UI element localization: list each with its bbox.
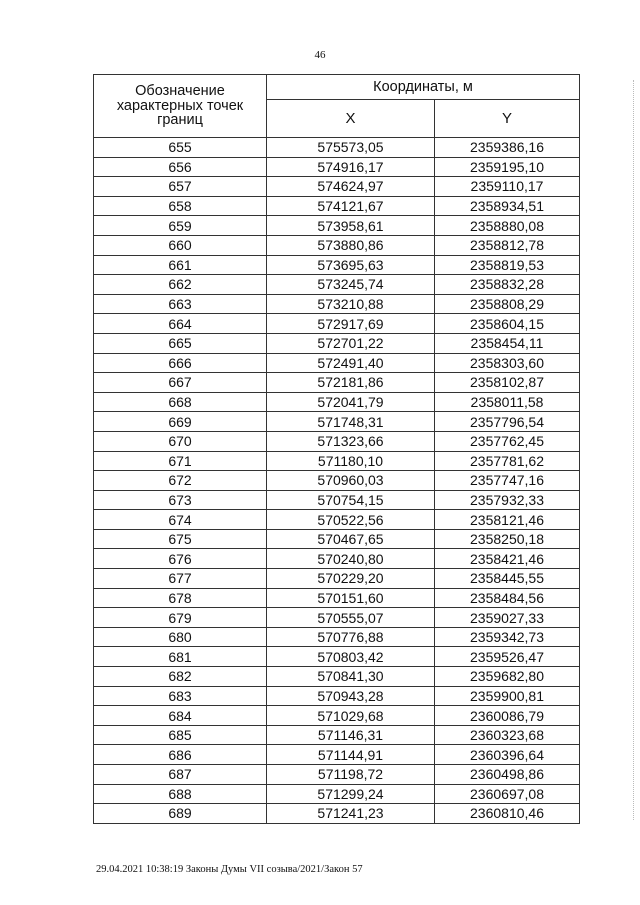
x-cell: 574624,97 [267, 177, 435, 197]
table-row [94, 294, 580, 314]
table-row [94, 745, 580, 765]
y-cell: 2358812,78 [435, 235, 580, 255]
table-row [94, 451, 580, 471]
x-cell: 573245,74 [267, 275, 435, 295]
y-cell: 2358484,56 [435, 588, 580, 608]
x-cell: 571029,68 [267, 706, 435, 726]
table-row [94, 529, 580, 549]
table-row [94, 353, 580, 373]
table-row [94, 471, 580, 491]
header-y: Y [435, 100, 580, 138]
x-cell: 571323,66 [267, 431, 435, 451]
x-cell: 570803,42 [267, 647, 435, 667]
table-row [94, 510, 580, 530]
x-cell: 570229,20 [267, 569, 435, 589]
y-cell: 2357796,54 [435, 412, 580, 432]
x-cell: 573880,86 [267, 235, 435, 255]
point-cell: 657 [94, 177, 267, 197]
point-cell: 677 [94, 569, 267, 589]
x-cell: 570522,56 [267, 510, 435, 530]
point-cell: 666 [94, 353, 267, 373]
header-x: X [267, 100, 435, 138]
point-cell: 678 [94, 588, 267, 608]
y-cell: 2357747,16 [435, 471, 580, 491]
table-row [94, 549, 580, 569]
y-cell: 2359386,16 [435, 138, 580, 158]
point-cell: 672 [94, 471, 267, 491]
table-row [94, 255, 580, 275]
y-cell: 2358832,28 [435, 275, 580, 295]
footer-stamp: 29.04.2021 10:38:19 Законы Думы VII созыва/2021/Закон 57 [96, 864, 363, 875]
y-cell: 2360498,86 [435, 765, 580, 785]
table-row [94, 608, 580, 628]
x-cell: 573695,63 [267, 255, 435, 275]
x-cell: 570240,80 [267, 549, 435, 569]
y-cell: 2358808,29 [435, 294, 580, 314]
y-cell: 2359682,80 [435, 667, 580, 687]
x-cell: 570960,03 [267, 471, 435, 491]
point-cell: 668 [94, 392, 267, 412]
x-cell: 575573,05 [267, 138, 435, 158]
y-cell: 2358011,58 [435, 392, 580, 412]
table-row [94, 412, 580, 432]
y-cell: 2359900,81 [435, 686, 580, 706]
table-row [94, 686, 580, 706]
x-cell: 573958,61 [267, 216, 435, 236]
point-cell: 670 [94, 431, 267, 451]
page-number: 46 [314, 49, 326, 61]
point-cell: 655 [94, 138, 267, 158]
x-cell: 570841,30 [267, 667, 435, 687]
x-cell: 571241,23 [267, 804, 435, 824]
x-cell: 570754,15 [267, 490, 435, 510]
y-cell: 2358445,55 [435, 569, 580, 589]
y-cell: 2357762,45 [435, 431, 580, 451]
table-row [94, 138, 580, 158]
table-header [94, 75, 580, 138]
point-cell: 680 [94, 627, 267, 647]
x-cell: 572041,79 [267, 392, 435, 412]
x-cell: 570151,60 [267, 588, 435, 608]
y-cell: 2359110,17 [435, 177, 580, 197]
point-cell: 656 [94, 157, 267, 177]
y-cell: 2358121,46 [435, 510, 580, 530]
x-cell: 571748,31 [267, 412, 435, 432]
x-cell: 570776,88 [267, 627, 435, 647]
y-cell: 2358454,11 [435, 333, 580, 353]
y-cell: 2359027,33 [435, 608, 580, 628]
point-cell: 662 [94, 275, 267, 295]
y-cell: 2357781,62 [435, 451, 580, 471]
table-row [94, 588, 580, 608]
y-cell: 2357932,33 [435, 490, 580, 510]
scan-margin-marks [631, 80, 634, 820]
y-cell: 2360323,68 [435, 725, 580, 745]
x-cell: 570943,28 [267, 686, 435, 706]
table-row [94, 196, 580, 216]
table-row [94, 392, 580, 412]
table-row [94, 804, 580, 824]
table-row [94, 235, 580, 255]
point-cell: 675 [94, 529, 267, 549]
y-cell: 2360396,64 [435, 745, 580, 765]
y-cell: 2359195,10 [435, 157, 580, 177]
y-cell: 2360086,79 [435, 706, 580, 726]
table-row [94, 333, 580, 353]
point-cell: 663 [94, 294, 267, 314]
y-cell: 2358250,18 [435, 529, 580, 549]
point-cell: 664 [94, 314, 267, 334]
point-cell: 660 [94, 235, 267, 255]
point-cell: 674 [94, 510, 267, 530]
point-cell: 686 [94, 745, 267, 765]
table-row [94, 490, 580, 510]
table-row [94, 784, 580, 804]
table-row [94, 216, 580, 236]
table-row [94, 157, 580, 177]
table-row [94, 627, 580, 647]
point-cell: 658 [94, 196, 267, 216]
point-cell: 685 [94, 725, 267, 745]
point-cell: 689 [94, 804, 267, 824]
table-row [94, 569, 580, 589]
y-cell: 2358604,15 [435, 314, 580, 334]
table-row [94, 314, 580, 334]
point-cell: 667 [94, 373, 267, 393]
x-cell: 571198,72 [267, 765, 435, 785]
point-cell: 673 [94, 490, 267, 510]
table-row [94, 373, 580, 393]
table-row [94, 725, 580, 745]
y-cell: 2358421,46 [435, 549, 580, 569]
point-cell: 681 [94, 647, 267, 667]
table-row [94, 177, 580, 197]
point-cell: 659 [94, 216, 267, 236]
point-cell: 688 [94, 784, 267, 804]
table-body [94, 138, 580, 824]
x-cell: 572181,86 [267, 373, 435, 393]
y-cell: 2360697,08 [435, 784, 580, 804]
table-row [94, 765, 580, 785]
table-row [94, 275, 580, 295]
coordinates-table [93, 74, 580, 824]
point-cell: 679 [94, 608, 267, 628]
table-row [94, 667, 580, 687]
point-cell: 683 [94, 686, 267, 706]
point-cell: 676 [94, 549, 267, 569]
point-cell: 682 [94, 667, 267, 687]
x-cell: 572701,22 [267, 333, 435, 353]
y-cell: 2359342,73 [435, 627, 580, 647]
x-cell: 570467,65 [267, 529, 435, 549]
y-cell: 2360810,46 [435, 804, 580, 824]
y-cell: 2359526,47 [435, 647, 580, 667]
point-cell: 684 [94, 706, 267, 726]
x-cell: 574916,17 [267, 157, 435, 177]
y-cell: 2358819,53 [435, 255, 580, 275]
point-cell: 665 [94, 333, 267, 353]
y-cell: 2358934,51 [435, 196, 580, 216]
table-row [94, 647, 580, 667]
x-cell: 570555,07 [267, 608, 435, 628]
x-cell: 571144,91 [267, 745, 435, 765]
x-cell: 573210,88 [267, 294, 435, 314]
header-point-label: Обозначение характерных точек границ [94, 75, 267, 138]
x-cell: 572491,40 [267, 353, 435, 373]
x-cell: 571180,10 [267, 451, 435, 471]
y-cell: 2358102,87 [435, 373, 580, 393]
y-cell: 2358880,08 [435, 216, 580, 236]
header-coordinates: Координаты, м [267, 75, 580, 100]
point-cell: 669 [94, 412, 267, 432]
point-cell: 671 [94, 451, 267, 471]
x-cell: 572917,69 [267, 314, 435, 334]
y-cell: 2358303,60 [435, 353, 580, 373]
x-cell: 571299,24 [267, 784, 435, 804]
table-row [94, 431, 580, 451]
point-cell: 661 [94, 255, 267, 275]
x-cell: 574121,67 [267, 196, 435, 216]
point-cell: 687 [94, 765, 267, 785]
table-row [94, 706, 580, 726]
x-cell: 571146,31 [267, 725, 435, 745]
